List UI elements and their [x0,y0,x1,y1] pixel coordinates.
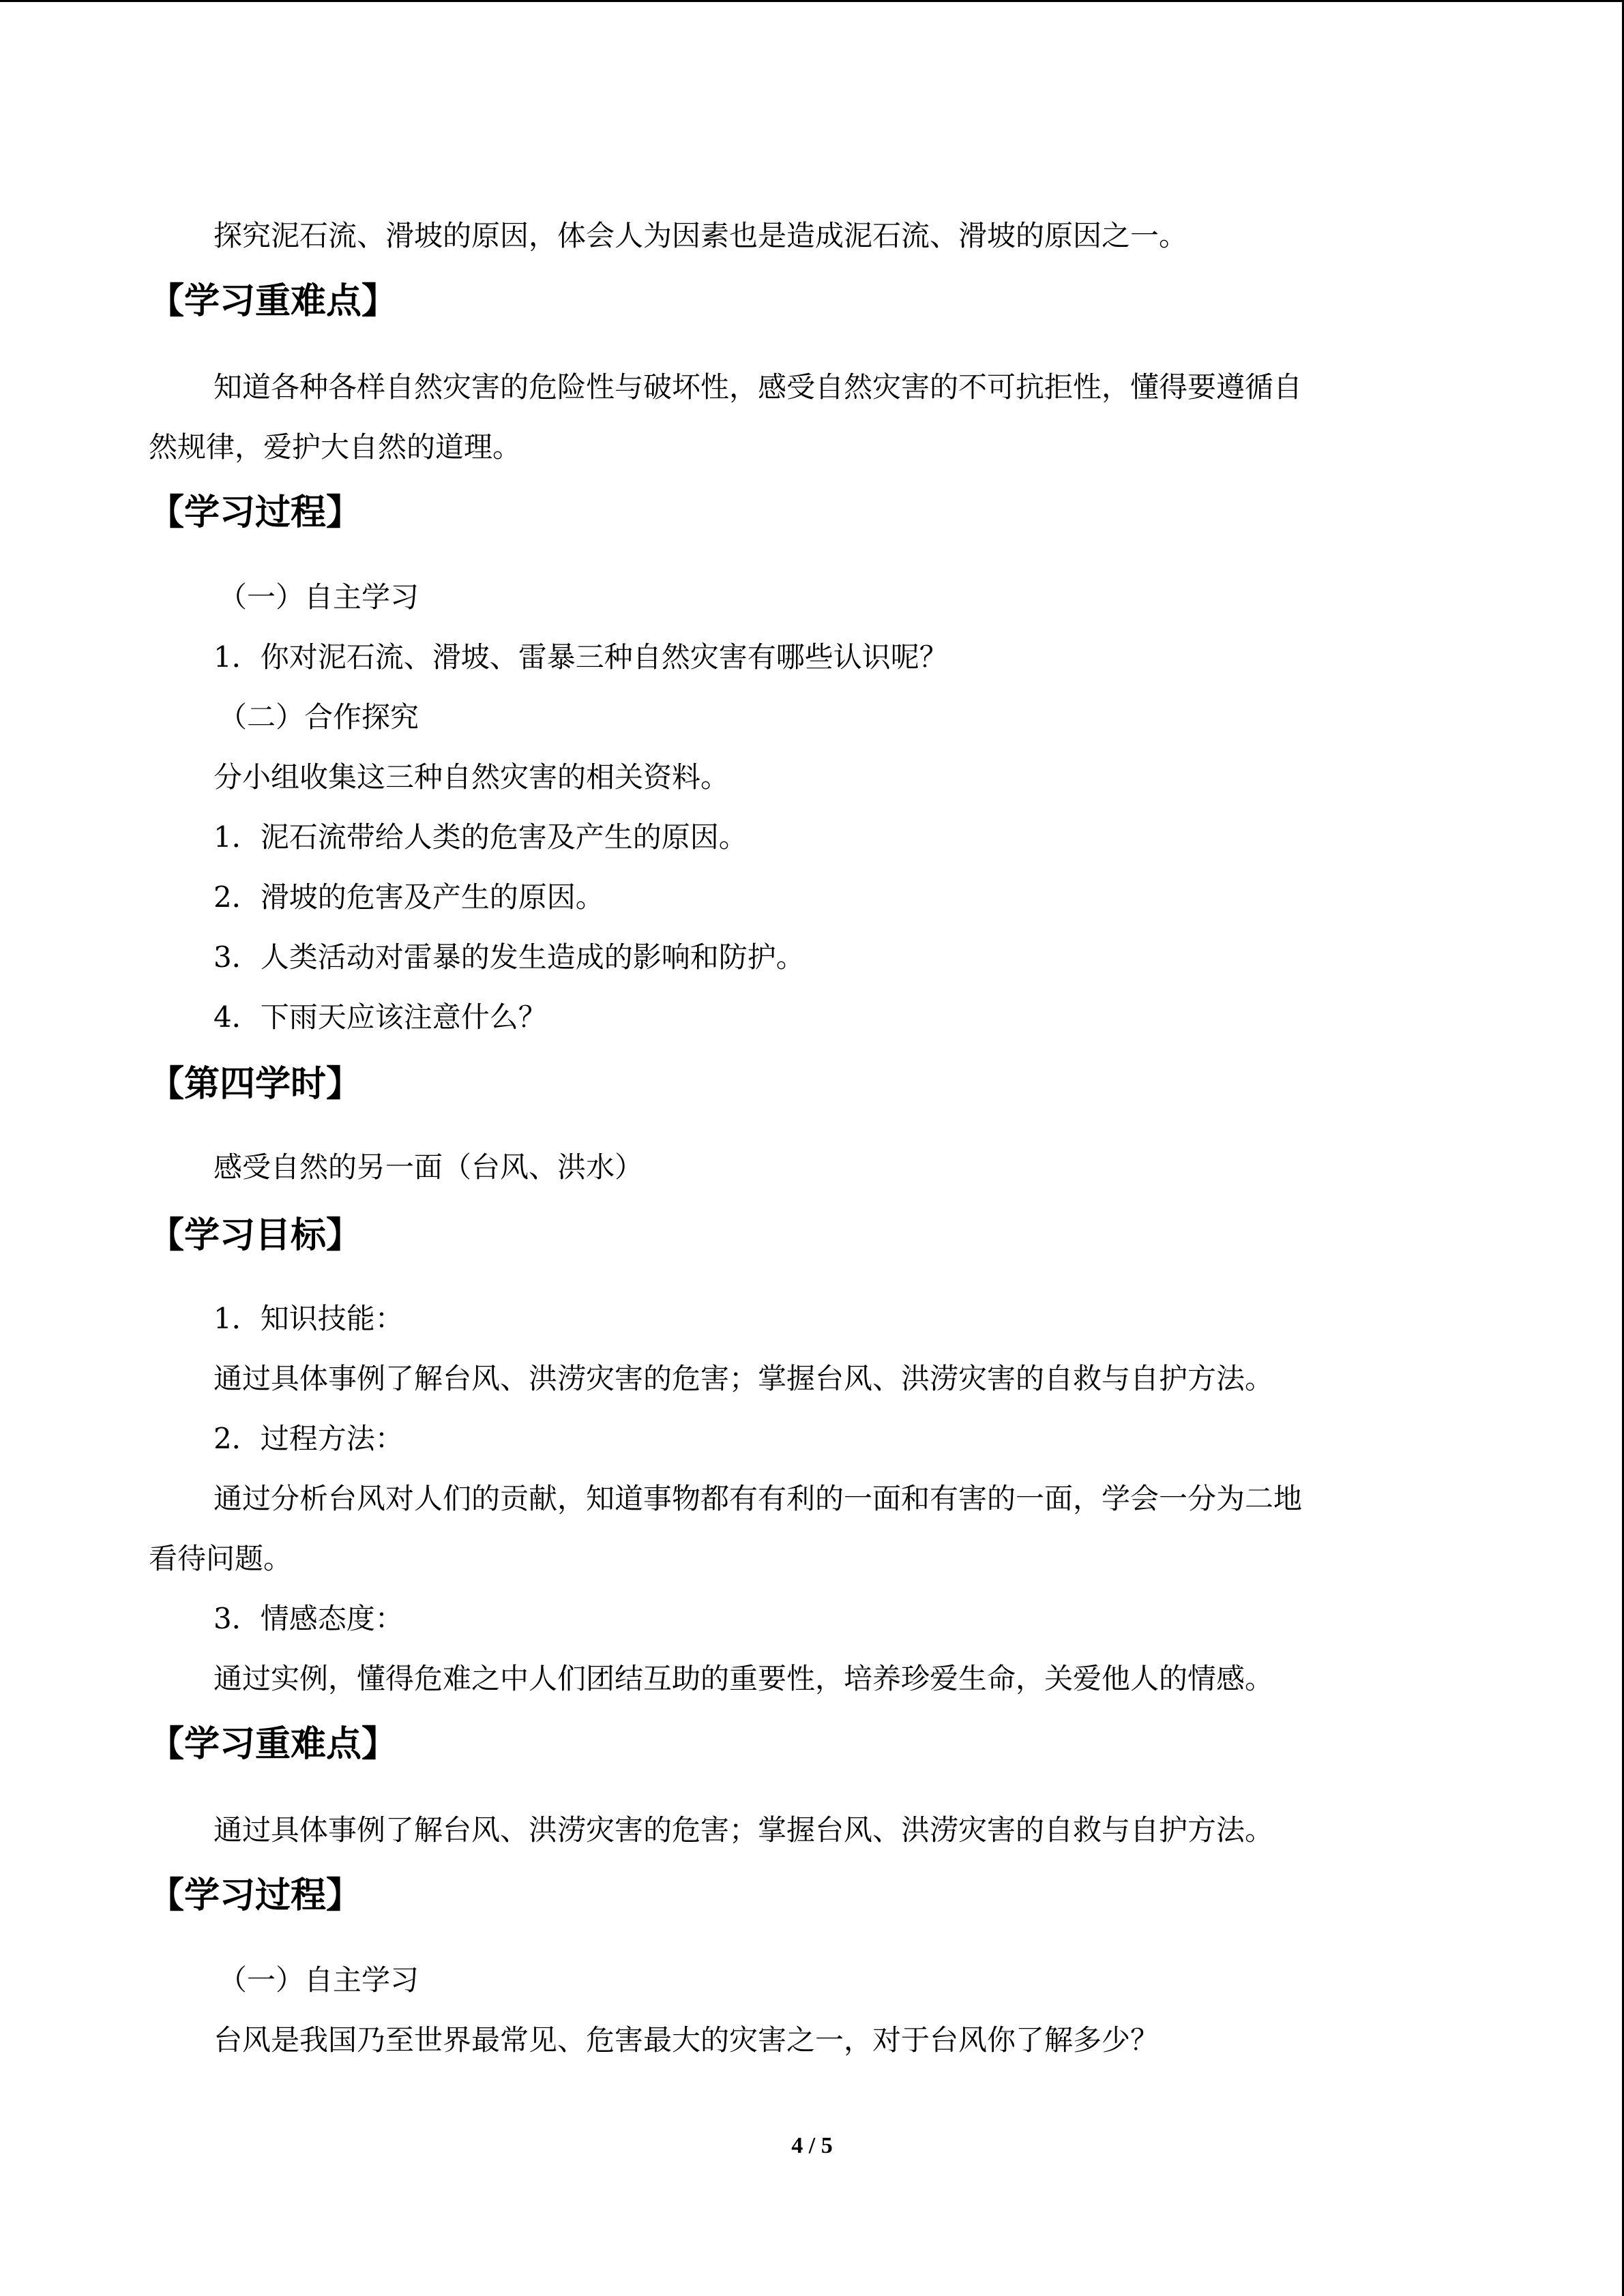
section-heading: 【学习过程】 [149,1875,362,1916]
list-item: 2．过程方法： [213,1422,404,1455]
list-item: 3．人类活动对雷暴的发生造成的影响和防护。 [213,940,805,974]
subsection-title: （二）合作探究 [218,700,419,734]
paragraph: 通过分析台风对人们的贡献，知道事物都有有利的一面和有害的一面，学会一分为二地 [213,1482,1303,1515]
list-item: 1．泥石流带给人类的危害及产生的原因。 [213,820,748,854]
list-item: 4．下雨天应该注意什么？ [213,1000,547,1034]
list-item: 1．你对泥石流、滑坡、雷暴三种自然灾害有哪些认识呢？ [213,640,948,674]
page-number: 4 / 5 [791,2133,833,2158]
subsection-title: （一）自主学习 [218,580,419,614]
list-item: 2．滑坡的危害及产生的原因。 [213,880,604,914]
paragraph-continuation: 看待问题。 [149,1542,293,1575]
page-border-top [0,0,1624,2]
paragraph: 通过实例，懂得危难之中人们团结互助的重要性，培养珍爱生命，关爱他人的情感。 [213,1662,1274,1695]
paragraph: 通过具体事例了解台风、洪涝灾害的危害；掌握台风、洪涝灾害的自救与自护方法。 [213,1362,1274,1395]
section-heading: 【学习重难点】 [149,1724,398,1765]
paragraph: 知道各种各样自然灾害的危险性与破坏性，感受自然灾害的不可抗拒性，懂得要遵循自 [213,370,1303,404]
paragraph: 探究泥石流、滑坡的原因，体会人为因素也是造成泥石流、滑坡的原因之一。 [213,219,1188,252]
section-heading: 【学习目标】 [149,1215,362,1256]
paragraph-continuation: 然规律，爱护大自然的道理。 [149,430,522,464]
section-heading: 【学习过程】 [149,492,362,533]
paragraph: 分小组收集这三种自然灾害的相关资料。 [213,760,730,794]
subsection-title: （一）自主学习 [218,1963,419,1997]
section-heading: 【学习重难点】 [149,281,398,322]
paragraph: 感受自然的另一面（台风、洪水） [213,1150,644,1184]
list-item: 1．知识技能： [213,1302,404,1335]
paragraph: 通过具体事例了解台风、洪涝灾害的危害；掌握台风、洪涝灾害的自救与自护方法。 [213,1813,1274,1847]
list-item: 3．情感态度： [213,1602,404,1635]
paragraph: 台风是我国乃至世界最常见、危害最大的灾害之一，对于台风你了解多少？ [213,2023,1160,2057]
section-heading: 【第四学时】 [149,1064,362,1105]
